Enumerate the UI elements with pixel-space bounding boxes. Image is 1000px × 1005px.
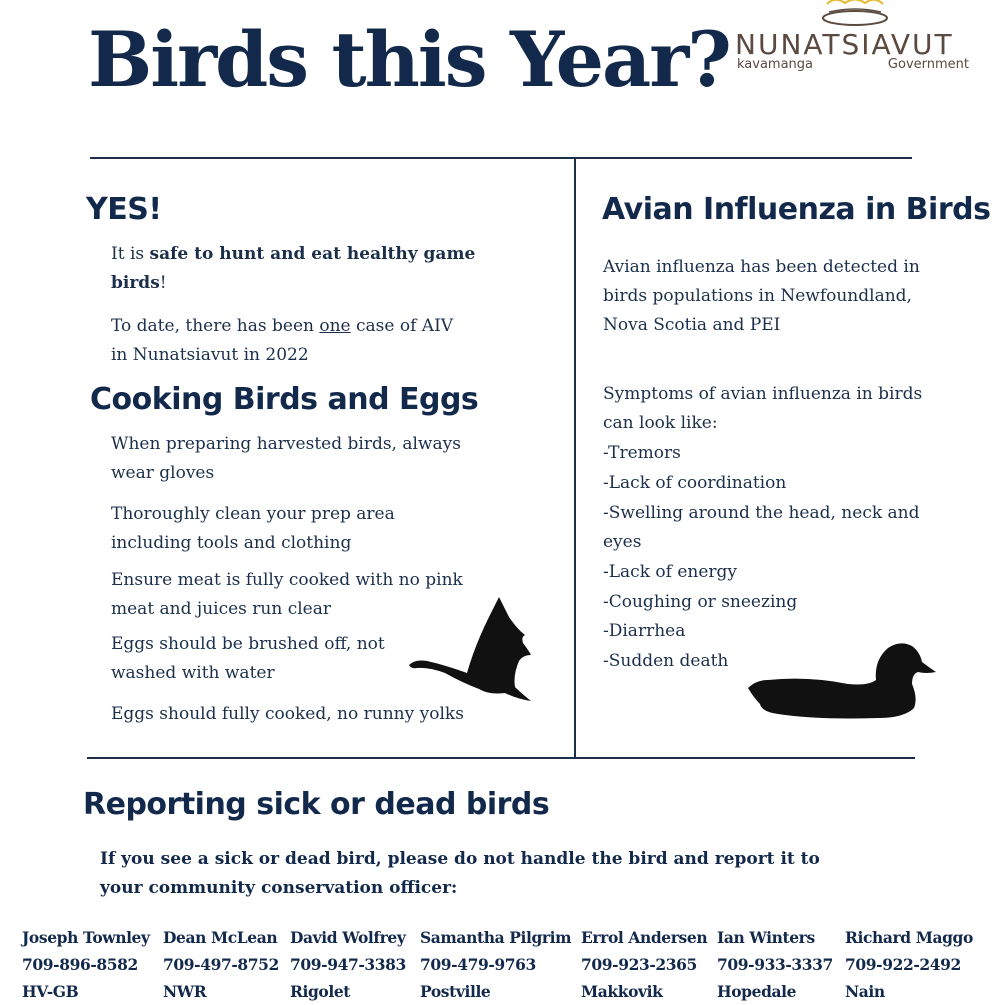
contact-name: Ian Winters <box>717 928 815 947</box>
top-divider <box>90 157 912 159</box>
contact-card <box>290 924 406 1005</box>
yes-heading: YES! <box>86 192 162 227</box>
reporting-heading: Reporting sick or dead birds <box>83 787 550 822</box>
contact-name: Dean McLean <box>163 928 278 947</box>
cooking-item: Eggs should be brushed off, not washed with water <box>111 634 385 683</box>
symptom-item: -Sudden death <box>603 651 729 671</box>
contact-card <box>717 924 833 1005</box>
symptom-item: -Diarrhea <box>603 621 686 641</box>
symptom-item: -Lack of energy <box>603 562 738 582</box>
contact-name: David Wolfrey <box>290 928 406 947</box>
contact-phone: 709-922-2492 <box>845 955 961 974</box>
logo-name: NUNATSIAVUT <box>735 28 954 61</box>
goose-silhouette-icon <box>405 595 535 705</box>
aiv-case-text: To date, there has been one case of AIV in Nunatsiavut in 2022 <box>111 316 454 365</box>
cooking-item: When preparing harvested birds, always wear gloves <box>111 434 461 483</box>
contact-place: Hopedale <box>717 982 797 1001</box>
detected-text: Avian influenza has been detected in birds populations in Newfoundland, Nova Scotia and PEI <box>603 257 920 335</box>
contact-phone: 709-479-9763 <box>420 955 536 974</box>
duck-silhouette-icon <box>748 640 938 720</box>
contact-card <box>22 924 150 1005</box>
cooking-item: Thoroughly clean your prep area including tools and clothing <box>111 504 395 553</box>
contact-place: Rigolet <box>290 982 351 1001</box>
symptoms-intro: Symptoms of avian influenza in birds can look like: <box>603 384 923 433</box>
contact-place: Postville <box>420 982 491 1001</box>
symptom-item: -Lack of coordination <box>603 473 787 493</box>
logo-subtitle-right: Government <box>887 57 969 72</box>
page-title: Birds this Year? <box>88 15 730 104</box>
safe-to-hunt-text: It is safe to hunt and eat healthy game birds! <box>111 244 476 293</box>
contact-phone: 709-933-3337 <box>717 955 833 974</box>
cooking-item: Eggs should fully cooked, no runny yolks <box>111 704 464 724</box>
nunatsiavut-logo <box>735 0 975 80</box>
contact-name: Richard Maggo <box>845 928 973 947</box>
reporting-instruction: If you see a sick or dead bird, please do not handle the bird and report it to your community conservation officer: <box>100 849 820 898</box>
contact-card <box>163 924 279 1005</box>
contact-phone: 709-497-8752 <box>163 955 279 974</box>
contact-card <box>420 924 571 1005</box>
column-divider <box>574 158 576 758</box>
contact-phone: 709-896-8582 <box>22 955 138 974</box>
symptom-item: -Coughing or sneezing <box>603 592 798 612</box>
contact-place: HV-GB <box>22 982 79 1001</box>
contact-name: Joseph Townley <box>22 928 150 947</box>
bottom-divider <box>87 757 915 759</box>
contact-card <box>845 924 973 1005</box>
contact-name: Samantha Pilgrim <box>420 928 572 947</box>
contact-place: Makkovik <box>581 982 663 1001</box>
contact-place: NWR <box>163 982 207 1001</box>
contact-phone: 709-947-3383 <box>290 955 406 974</box>
logo-subtitle-left: kavamanga <box>737 57 814 72</box>
logo-emblem-icon <box>815 0 895 28</box>
cooking-item: Ensure meat is fully cooked with no pink meat and juices run clear <box>111 570 463 619</box>
cooking-heading: Cooking Birds and Eggs <box>90 382 479 417</box>
contact-name: Errol Andersen <box>581 928 708 947</box>
contact-card <box>581 924 707 1005</box>
symptom-item: -Swelling around the head, neck and eyes <box>603 503 920 552</box>
avian-influenza-heading: Avian Influenza in Birds <box>602 192 991 227</box>
symptom-item: -Tremors <box>603 443 681 463</box>
contact-place: Nain <box>845 982 885 1001</box>
contact-phone: 709-923-2365 <box>581 955 697 974</box>
